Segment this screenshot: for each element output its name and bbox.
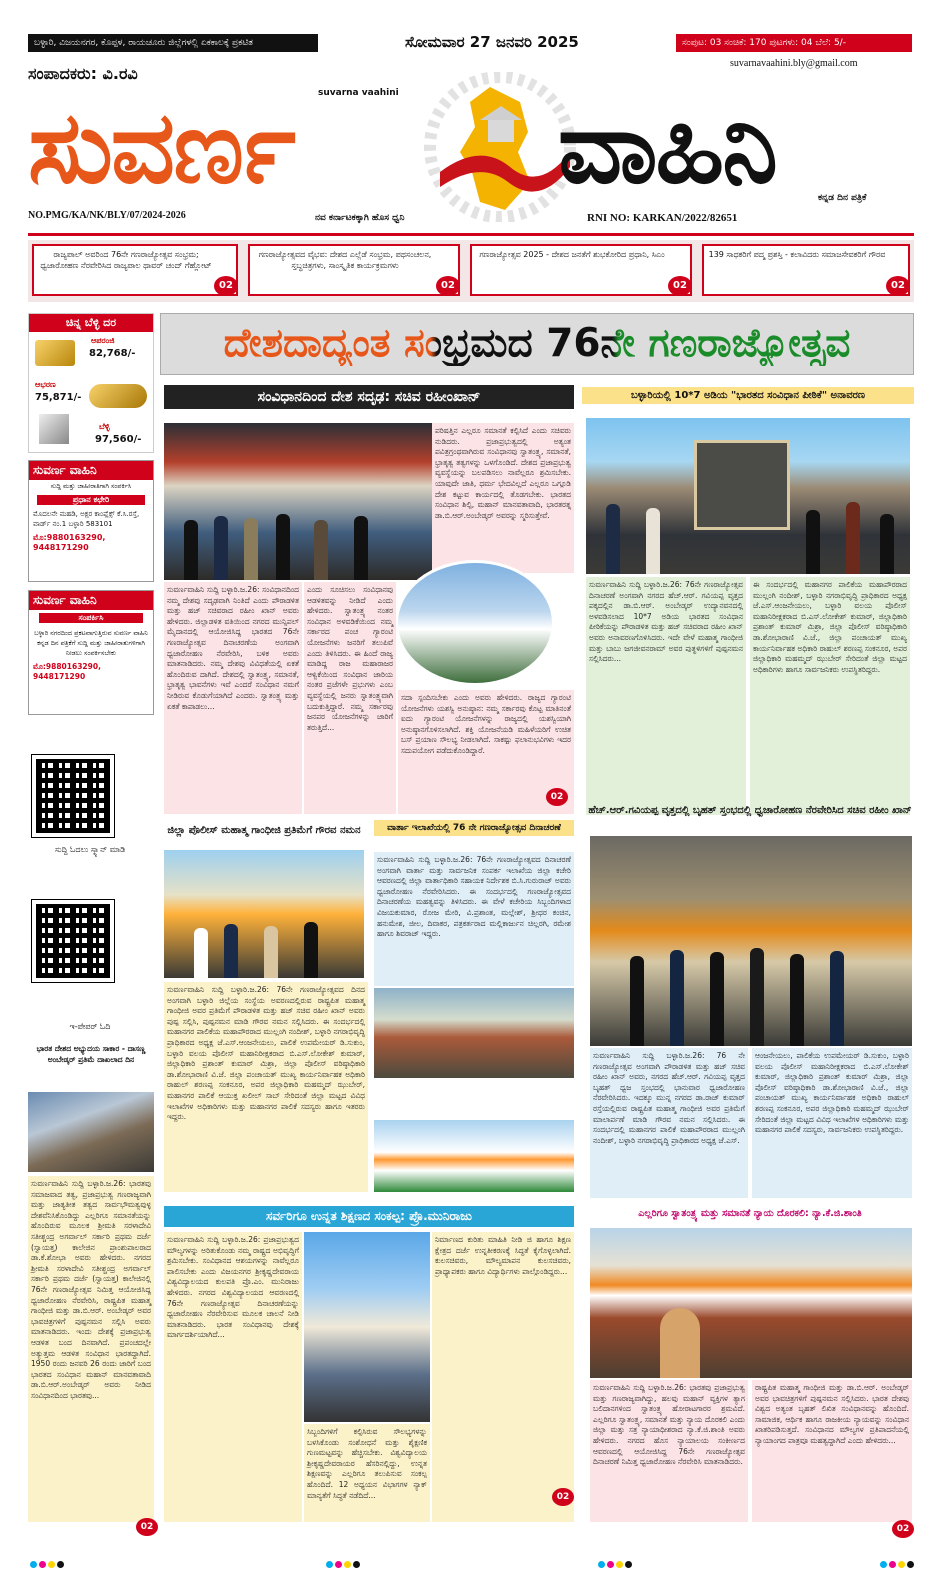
small-story-photo [28, 1092, 154, 1172]
story3-photo-gandhi [164, 850, 364, 978]
preamble-plaque [694, 440, 790, 530]
story5-headline[interactable]: ಹೆಚ್.ಆರ್.ಗವಿಯಪ್ಪ ವೃತ್ತದಲ್ಲಿ ಬೃಹತ್ ಸ್ತಂಭದಲ್ಲಿ ಧ್ವಜಾರೋಹಣ ನೆರವೇರಿಸಿದ ಸಚಿವ ರಹೀಂ ಖಾನ್ [588, 805, 912, 816]
teaser-2-text: ಗಣರಾಜ್ಯೋತ್ಸವದ ವೈಭವ: ದೇಶದ ಎಲ್ಲೆಡೆ ಸಂಭ್ರಮ, ಪಥಸಂಚಲನ, ಸ್ತಬ್ಧಚಿತ್ರಗಳು, ಸಾಂಸ್ಕೃತಿಕ ಕಾರ್ಯಕ್ರಮಗಳು [258, 250, 432, 270]
gold-rate-title: ಚಿನ್ನ ಬೆಳ್ಳಿ ದರ [29, 314, 153, 332]
ad1-office: ಪ್ರಧಾನ ಕಛೇರಿ [37, 495, 145, 505]
registration-marks-left [30, 1561, 64, 1568]
story7-col-left: ಸುವರ್ಣವಾಹಿನಿ ಸುದ್ದಿ ಬಳ್ಳಾರಿ.ಜ.26: ಭಾರತವು ಪ್ರಜಾಪ್ರಭುತ್ವ ಮತ್ತು ಗಣರಾಜ್ಯವಾಗಿದ್ದು, ಹಲವು ಮಹಾನ್ ವ್ಯಕ್ತಿಗಳ ತ್ಯಾಗ ಬಲಿದಾನಗಳಿಂದ ಸ್ವಾತಂತ್ರ್ಯ ಹೋರಾಟಗಾರರ ಶ್ರಮವಿದೆ. ಎಲ್ಲರಿಗೂ ಸ್ವಾತಂತ್ರ್ಯ, ಸಮಾನತೆ ಮತ್ತು ನ್ಯಾಯ ದೊರಕಲಿ ಎಂದು ಜಿಲ್ಲಾ ಮತ್ತು ಸತ್ರ ನ್ಯಾಯಾಧೀಶರಾದ ನ್ಯಾ.ಕೆ.ಜಿ.ಶಾಂತಿ ಅವರು ಹೇಳಿದರು. ನಗರದ ಹೊಸ ನ್ಯಾಯಾಲಯ ಸಂಕೀರ್ಣದ ಆವರಣದಲ್ಲಿ ಆಯೋಜಿಸಿದ್ದ 76ನೇ ಗಣರಾಜ್ಯೋತ್ಸವ ದಿನಾಚರಣೆ ನಿಮಿತ್ತ ಧ್ವಜಾರೋಹಣ ನೆರವೇರಿಸಿ ಮಾತನಾಡಿದರು. [590, 1380, 748, 1522]
story1-col-right: ಸದಾ ಸ್ಪಂದಿಸಬೇಕು ಎಂದು ಅವರು ಹೇಳಿದರು. ರಾಜ್ಯದ ಗ್ಯಾರಂಟಿ ಯೋಜನೆಗಳು ಯಶಸ್ವಿ ಅನುಷ್ಠಾನ: ನಮ್ಮ ಸರ್ಕಾರವು ಕೊಟ್ಟ ಮಾತಿನಂತೆ ಐದು ಗ್ಯಾರಂಟಿ ಯೋಜನೆಗಳನ್ನು ರಾಜ್ಯದಲ್ಲಿ ಯಶಸ್ವಿಯಾಗಿ ಅನುಷ್ಠಾನಗೊಳಿಸಲಾಗಿದೆ. ಶಕ್ತಿ ಯೋಜನೆಯಡಿ ಮಹಿಳೆಯರಿಗೆ ಉಚಿತ ಬಸ್ ಪ್ರಯಾಣ ಸೌಲಭ್ಯ ನೀಡಲಾಗಿದೆ. ಸಾಕಷ್ಟು ಫಲಾನುಭವಿಗಳು ಇದರ ಸದುಪಯೋಗ ಪಡೆದುಕೊಂಡಿದ್ದಾರೆ. [398, 690, 574, 814]
ad-box-2 [28, 590, 154, 715]
teaser-3[interactable] [470, 244, 692, 296]
distribution-strip [28, 34, 318, 52]
qr-code-epaper[interactable] [32, 900, 114, 982]
silver-bar-icon [39, 414, 69, 444]
story6-col-mid: ಸಿಬ್ಬಂದಿಗಳಿಗೆ ಕಲ್ಪಿಸಿರುವ ಸೌಲಭ್ಯಗಳನ್ನು ಬಳಸಿಕೊಂಡು ಸಂಶೋಧನೆ ಮತ್ತು ಶೈಕ್ಷಣಿಕ ಗುಣಮಟ್ಟವನ್ನು ಹೆಚ್ಚಿಸಬೇಕು. ವಿಶ್ವವಿದ್ಯಾಲಯ ಶ್ರೀಕೃಷ್ಣದೇವರಾಯರ ಹೆಸರಿನಲ್ಲಿದ್ದು, ಉನ್ನತ ಶಿಕ್ಷಣವನ್ನು ಎಲ್ಲರಿಗೂ ತಲುಪಿಸುವ ಸಂಕಲ್ಪ ಹೊಂದಿದೆ. 12 ಅಧ್ಯಯನ ವಿಭಾಗಗಳ ನ್ಯಾಕ್ ಮಾನ್ಯತೆಗೆ ಸಿದ್ಧತೆ ನಡೆದಿದೆ... [304, 1424, 430, 1522]
story5-col-left: ಸುವರ್ಣವಾಹಿನಿ ಸುದ್ದಿ ಬಳ್ಳಾರಿ.ಜ.26: 76 ನೇ ಗಣರಾಜ್ಯೋತ್ಸವ ಅಂಗವಾಗಿ ಪೌರಾಡಳಿತ ಮತ್ತು ಹಜ್ ಸಚಿವ ರಹೀಂ ಖಾನ್ ಅವರು, ನಗರದ ಹೆಚ್.ಆರ್. ಗವಿಯಪ್ಪ ವೃತ್ತದ ಬೃಹತ್ ಧ್ವಜ ಸ್ತಂಭದಲ್ಲಿ ಭಾನುವಾರ ಧ್ವಜಾರೋಹಣ ನೆರವೇರಿಸಿದರು. ಇದಕ್ಕೂ ಮುನ್ನ ನಗರದ ಡಾ.ರಾಜ್ ಕುಮಾರ್ ರಸ್ತೆಯಲ್ಲಿರುವ ರಾಷ್ಟ್ರಪಿತ ಮಹಾತ್ಮ ಗಾಂಧೀಜಿ ಅವರ ಪ್ರತಿಮೆಗೆ ಮಾಲಾರ್ಪಣೆ ಮಾಡಿ ಗೌರವ ನಮನ ಸಲ್ಲಿಸಿದರು. ಈ ಸಂದರ್ಭದಲ್ಲಿ ಮಹಾನಗರ ಪಾಲಿಕೆ ಮಹಾಪೌರರಾದ ಮುಲ್ಲಂಗಿ ನಂದೀಶ್, ಬಳ್ಳಾರಿ ನಗರಾಭಿವೃದ್ಧಿ ಪ್ರಾಧಿಕಾರದ ಅಧ್ಯಕ್ಷ ಜೆ.ಎಸ್. [590, 1048, 748, 1198]
gold-bar-icon [35, 340, 75, 366]
issue-info [676, 34, 912, 52]
story6-headline[interactable]: ಸರ್ವರಿಗೂ ಉನ್ನತ ಶಿಕ್ಷಣದ ಸಂಕಲ್ಪ: ಪ್ರೊ.ಮುನಿರಾಜು [164, 1206, 574, 1227]
masthead-right: ವಾಹಿನಿ [558, 88, 776, 206]
email: suvarnavaahini.bly@gmail.com [730, 58, 858, 69]
small-story-jump[interactable]: 02 [136, 1518, 158, 1536]
distribution-text: ಬಳ್ಳಾರಿ, ವಿಜಯನಗರ, ಕೊಪ್ಪಳ, ರಾಯಚೂರು ಜಿಲ್ಲೆಗಳಲ್ಲಿ ಏಕಕಾಲಕ್ಕೆ ಪ್ರಕಟಿತ [34, 38, 253, 48]
ad2-title: ಸುವರ್ಣ ವಾಹಿನಿ [29, 591, 153, 610]
ad1-subtitle: ಸುದ್ದಿ ಮತ್ತು ಜಾಹೀರಾತಿಗಾಗಿ ಸಂಪರ್ಕಿಸಿ [50, 482, 132, 490]
story1-photo-vehicle [395, 560, 555, 686]
story4-photo-flag [374, 1120, 574, 1192]
teaser-3-text: ಗಣರಾಜ್ಯೋತ್ಸವ 2025 - ದೇಶದ ಜನತೆಗೆ ಶುಭಕೋರಿದ ಪ್ರಧಾನಿ, ಸಿಎಂ [479, 250, 665, 259]
registration-marks-right [598, 1561, 632, 1568]
story7-photo-judge [590, 1228, 912, 1378]
story4-body: ಸುವರ್ಣವಾಹಿನಿ ಸುದ್ದಿ ಬಳ್ಳಾರಿ.ಜ.26: 76ನೇ ಗಣರಾಜ್ಯೋತ್ಸವದ ದಿನಾಚರಣೆ ಅಂಗವಾಗಿ ವಾರ್ತಾ ಮತ್ತು ಸಾರ್ವಜನಿಕ ಸಂಪರ್ಕ ಇಲಾಖೆಯ ಜಿಲ್ಲಾ ಕಚೇರಿ ಆವರಣದಲ್ಲಿ ಜಿಲ್ಲಾ ವಾರ್ತಾಧಿಕಾರಿ ಸಹಾಯಕ ನಿರ್ದೇಶಕ ಬಿ.ಸಿ.ಗುರುರಾಜ್ ಅವರು ಧ್ವಜಾರೋಹಣ ನೆರವೇರಿಸಿದರು. ಈ ಸಂದರ್ಭದಲ್ಲಿ ಗಣರಾಜ್ಯೋತ್ಸವದ ದಿನಾಚರಣೆಯ ಮಹತ್ವವನ್ನು ತಿಳಿಸಿದರು. ಈ ವೇಳೆ ಕಚೇರಿಯ ಸಿಬ್ಬಂದಿಗಳಾದ ವಿಜಯಕುಮಾರ, ರೋಜ ಮೇರಿ, ವಿ.ಪ್ರಶಾಂತ, ಮಲ್ಲೇಶ್, ಶ್ರೀಧರ ಕಂಚಿನ, ಹನುಮೇಶ, ಜೀಲ, ದಿವಾಕರ, ಪತ್ರಕರ್ತರಾದ ಮಲ್ಲಿಕಾರ್ಜುನ ಚಿಲ್ಲರಗಿ, ರಮೇಶ ಹಾಗೂ ಶಿವರಾಜ್ ಇದ್ದರು. [374, 852, 574, 986]
ad1-address: ಮೊದಲನೇ ಮಹಡಿ, ಅಕ್ಷರ ಕಾಂಪ್ಲೆಕ್ಸ್ ಕೆ.ಸಿ.ರಸ್ತೆ, ವಾರ್ಡ್ ನಂ.1 ಬಳ್ಳಾರಿ 583101 [33, 510, 140, 528]
qr2-caption: ಇ-ಪೇಪರ್ ಓದಿ [69, 1022, 111, 1031]
ad1-title: ಸುವರ್ಣ ವಾಹಿನಿ [29, 461, 153, 480]
registration-marks-mid [326, 1561, 360, 1568]
postal-reg-no: NO.PMG/KA/NK/BLY/07/2024-2026 [28, 210, 186, 221]
speaker-figure [660, 1308, 700, 1378]
story1-photo-ceremony [164, 423, 432, 580]
tagline-small: suvarna vaahini [318, 88, 399, 98]
ad2-contact: ಸಂಪರ್ಕಿಸಿ [39, 613, 143, 623]
teaser-3-page: 02 [668, 276, 692, 296]
small-story-headline: ಭಾರತ ದೇಶದ ಅಭ್ಯುದಯ ಸಾಕಾರ - ದಾಸಣ್ಣ ಅಂಬೇಡ್ಕರ್ ಪ್ರತಿಮೆ ದಾಖಲಾದ ದಿನ [36, 1044, 146, 1064]
teaser-1-text: ರಾಜ್ಯಪಾಲ್ ಅವರಿಂದ 76ನೇ ಗಣರಾಜ್ಯೋತ್ಸವ ಸಂಭ್ರಮ; ಧ್ವಜಾರೋಹಣ ನೆರವೇರಿಸಿದ ರಾಜ್ಯಪಾಲ ಥಾವರ್ ಚಂದ್ ಗೆಹ್ಲೋಟ್ [40, 250, 212, 270]
story1-jump[interactable]: 02 [546, 788, 568, 806]
daily-label: ಕನ್ನಡ ದಿನ ಪತ್ರಿಕೆ [818, 193, 867, 203]
teaser-2[interactable] [248, 244, 460, 296]
editor-name: ಸಂಪಾದಕರು: ವಿ.ರವಿ [28, 64, 138, 83]
story2-headline[interactable]: ಬಳ್ಳಾರಿಯಲ್ಲಿ 10*7 ಅಡಿಯ "ಭಾರತದ ಸಂವಿಧಾನ ಪೀಠಿಕೆ" ಅನಾವರಣ [582, 387, 914, 404]
gold22-label: ಆಭರಣ [35, 380, 56, 389]
teaser-2-page: 02 [436, 276, 460, 296]
silver-label: ಬೆಳ್ಳಿ [99, 422, 110, 431]
gold-bangle-icon [89, 384, 147, 408]
story2-col-right: ಈ ಸಂದರ್ಭದಲ್ಲಿ ಮಹಾನಗರ ಪಾಲಿಕೆಯ ಮಹಾಪೌರರಾದ ಮುಲ್ಲಂಗಿ ನಂದೀಶ್, ಬಳ್ಳಾರಿ ನಗರಾಭಿವೃದ್ಧಿ ಪ್ರಾಧಿಕಾರದ ಅಧ್ಯಕ್ಷ ಜೆ.ಎಸ್.ಆಂಜನೇಯಲು, ಬಳ್ಳಾರಿ ವಲಯ ಪೊಲೀಸ್ ಮಹಾನಿರೀಕ್ಷಕರಾದ ಬಿ.ಎಸ್.ಲೋಕೇಶ್ ಕುಮಾರ್, ಜಿಲ್ಲಾಧಿಕಾರಿ ಪ್ರಶಾಂತ್ ಕುಮಾರ್ ಮಿಶ್ರಾ, ಜಿಲ್ಲಾ ಪೊಲೀಸ್ ವರಿಷ್ಠಾಧಿಕಾರಿ ಡಾ.ಶೋಭಾರಾಣಿ ವಿ.ಜೆ., ಜಿಲ್ಲಾ ಪಂಚಾಯತ್ ಮುಖ್ಯ ಕಾರ್ಯನಿರ್ವಾಹಕ ಅಧಿಕಾರಿ ರಾಹುಲ್ ಶರಣಪ್ಪ ಸಂಕನೂರ, ಅಪರ ಜಿಲ್ಲಾಧಿಕಾರಿ ಮಹಮ್ಮದ್ ಝುಬೇರ್ ಸೇರಿದಂತೆ ಜಿಲ್ಲಾ ಮಟ್ಟದ ಅಧಿಕಾರಿಗಳು ಹಾಗೂ ಸಾರ್ವಜನಿಕರು ಉಪಸ್ಥಿತರಿದ್ದರು. [750, 577, 910, 815]
story6-col-left: ಸುವರ್ಣವಾಹಿನಿ ಸುದ್ದಿ ಬಳ್ಳಾರಿ.ಜ.26: ಪ್ರಜಾಪ್ರಭುತ್ವದ ಮೌಲ್ಯಗಳನ್ನು ಅರಿತುಕೊಂಡು ನಮ್ಮ ರಾಷ್ಟ್ರದ ಅಭಿವೃದ್ಧಿಗೆ ಶ್ರಮಿಸಬೇಕು. ಸಂವಿಧಾನದ ಆಶಯಗಳನ್ನು ನಾವೆಲ್ಲರೂ ಪಾಲಿಸಬೇಕು ಎಂದು ವಿಜಯನಗರ ಶ್ರೀಕೃಷ್ಣದೇವರಾಯ ವಿಶ್ವವಿದ್ಯಾಲಯದ ಕುಲಪತಿ ಪ್ರೊ.ಎಂ. ಮುನಿರಾಜು ಹೇಳಿದರು. ನಗರದ ವಿಶ್ವವಿದ್ಯಾಲಯದ ಆವರಣದಲ್ಲಿ 76ನೇ ಗಣರಾಜ್ಯೋತ್ಸವ ದಿನಾಚರಣೆಯನ್ನು ಧ್ವಜಾರೋಹಣ ನೆರವೇರಿಸುವ ಮೂಲಕ ಚಾಲನೆ ನೀಡಿ ಮಾತನಾಡಿದರು. ಭಾರತ ಸಂವಿಧಾನವು ದೇಶಕ್ಕೆ ಮಾರ್ಗದರ್ಶಿಯಾಗಿದೆ... [164, 1232, 302, 1522]
issue-date: ಸೋಮವಾರ 27 ಜನವರಿ 2025 [405, 33, 579, 51]
story4-headline[interactable]: ವಾರ್ತಾ ಇಲಾಖೆಯಲ್ಲಿ 76 ನೇ ಗಣರಾಜ್ಯೋತ್ಸವ ದಿನಾಚರಣೆ [374, 820, 574, 836]
silver-price: 97,560/- [95, 434, 142, 445]
teaser-4[interactable] [702, 244, 910, 296]
rni-number: RNI NO: KARKAN/2022/82651 [587, 212, 738, 224]
banner-text: ದೇಶದಾದ್ಯಂತ ಸಂಭ್ರಮದ 76ನೇ ಗಣರಾಜ್ಯೋತ್ಸವ [223, 321, 851, 366]
masthead-rule [28, 233, 914, 236]
story3-headline[interactable]: ಜಿಲ್ಲಾ ಪೊಲೀಸ್ ಮಹಾತ್ಮ ಗಾಂಧೀಜಿ ಪ್ರತಿಮೆಗೆ ಗೌರವ ನಮನ [164, 823, 364, 838]
story2-col-left: ಸುವರ್ಣವಾಹಿನಿ ಸುದ್ದಿ ಬಳ್ಳಾರಿ.ಜ.26: 76ನೇ ಗಣರಾಜ್ಯೋತ್ಸವ ದಿನಾಚರಣೆ ಅಂಗವಾಗಿ ನಗರದ ಹೆಚ್.ಆರ್. ಗವಿಯಪ್ಪ ವೃತ್ತದ ಪಕ್ಕದಲ್ಲಿನ ಡಾ.ಬಿ.ಆರ್. ಅಂಬೇಡ್ಕರ್ ಉದ್ಯಾನವನದಲ್ಲಿ ಅಳವಡಿಸಲಾದ 10*7 ಅಡಿಯ ಭಾರತದ ಸಂವಿಧಾನ ಪೀಠಿಕೆಯನ್ನು ಪೌರಾಡಳಿತ ಮತ್ತು ಹಜ್ ಸಚಿವರಾದ ರಹೀಂ ಖಾನ್ ಅವರು ಅನಾವರಣಗೊಳಿಸಿದರು. ಇದೇ ವೇಳೆ ಮಹಾತ್ಮ ಗಾಂಧೀಜಿ ಮತ್ತು ಬಾಬು ಜಗಜೀವನರಾಮ್ ಅವರ ಪುತ್ಥಳಿಗಳಿಗೆ ಪುಷ್ಪನಮನ ಸಲ್ಲಿಸಿದರು... [586, 577, 746, 815]
teaser-4-text: 139 ಸಾಧಕರಿಗೆ ಪದ್ಮ ಪ್ರಶಸ್ತಿ - ಕಲಾವಿದರು ಸಮಾಜಸೇವಕರಿಗೆ ಗೌರವ [708, 250, 886, 259]
story4-photo-office [374, 988, 574, 1078]
story3-body: ಸುವರ್ಣವಾಹಿನಿ ಸುದ್ದಿ ಬಳ್ಳಾರಿ.ಜ.26: 76ನೇ ಗಣರಾಜ್ಯೋತ್ಸವದ ದಿನದ ಅಂಗವಾಗಿ ಬಳ್ಳಾರಿ ಜಿಲ್ಲೆಯ ಸಂಸ್ಥೆಯ ಅವರಣದಲ್ಲಿರುವ ರಾಷ್ಟ್ರಪಿತ ಮಹಾತ್ಮ ಗಾಂಧೀಜಿ ಅವರ ಪ್ರತಿಮೆಗೆ ಪೌರಾಡಳಿತ ಮತ್ತು ಹಜ್ ಸಚಿವ ರಹೀಂ ಖಾನ್ ಅವರು ಪುಷ್ಪ ಸಲ್ಲಿಸಿ, ಪುಷ್ಪನಮನ ಮಾಡಿ ಗೌರವ ನಮನ ಸಲ್ಲಿಸಿದರು. ಈ ಸಂದರ್ಭದಲ್ಲಿ ಮಹಾನಗರ ಪಾಲಿಕೆಯ ಮಹಾಪೌರರಾದ ಮುಲ್ಲಂಗಿ ನಂದೀಶ್, ಬಳ್ಳಾರಿ ನಗರಾಭಿವೃದ್ಧಿ ಪ್ರಾಧಿಕಾರದ ಅಧ್ಯಕ್ಷ ಜೆ.ಎಸ್.ಆಂಜನೇಯಲು, ಪಾಲಿಕೆ ಉಪಮೇಯರ್ ಡಿ.ಸುಕುಂ, ಬಳ್ಳಾರಿ ವಲಯ ಪೊಲೀಸ್ ಮಹಾನಿರೀಕ್ಷಕರಾದ ಬಿ.ಎಸ್.ಲೋಕೇಶ್ ಕುಮಾರ್, ಜಿಲ್ಲಾಧಿಕಾರಿ ಪ್ರಶಾಂತ್ ಕುಮಾರ್ ಮಿಶ್ರಾ, ಜಿಲ್ಲಾ ಪೊಲೀಸ್ ವರಿಷ್ಠಾಧಿಕಾರಿ ಡಾ.ಶೋಭಾರಾಣಿ ವಿ.ಜೆ. ಜಿಲ್ಲಾ ಪಂಚಾಯತ್ ಮುಖ್ಯ ಕಾರ್ಯನಿರ್ವಾಹಕ ಅಧಿಕಾರಿ ರಾಹುಲ್ ಶರಣಪ್ಪ ಸಂಕನೂರ, ಅಪರ ಜಿಲ್ಲಾಧಿಕಾರಿ ಮಹಮ್ಮದ್ ಝುಬೇರ್, ಮಹಾನಗರ ಪಾಲಿಕೆ ಆಯುಕ್ತ ಖಲೀಲ್ ಸಾಬ್ ಸೇರಿದಂತೆ ಜಿಲ್ಲಾ ಮಟ್ಟದ ವಿವಿಧ ಇಲಾಖೆಗಳ ಅಧಿಕಾರಿಗಳು ಮತ್ತು ಮಹಾನಗರ ಪಾಲಿಕೆ ಸದಸ್ಯರು ಹಾಗೂ ಇತರರು ಇದ್ದರು. [164, 982, 368, 1192]
story1-text-top: ಪರಿಷತ್ತಿನ ಎಲ್ಲರೂ ಸಮಾನತೆ ಕಲ್ಪಿಸಿದೆ ಎಂದು ಸಚಿವರು ನುಡಿದರು. ಪ್ರಜಾಪ್ರಭುತ್ವದಲ್ಲಿ ಅತ್ಯಂತ ಪವಿತ್ರಗ್ರಂಥವಾಗಿರುವ ಸಂವಿಧಾನವು ಸ್ವಾತಂತ್ರ್ಯ, ಸಮಾನತೆ, ಭ್ರಾತೃತ್ವ ತತ್ವಗಳನ್ನು ಒಳಗೊಂಡಿದೆ. ದೇಶದ ಪ್ರಜಾಪ್ರಭುತ್ವ ವ್ಯವಸ್ಥೆಯನ್ನು ಬಲಪಡಿಸಲು ನಾವೆಲ್ಲರೂ ಶ್ರಮಿಸಬೇಕು. ಯಾವುದೇ ಜಾತಿ, ಧರ್ಮ ಭೇದವಿಲ್ಲದೆ ಎಲ್ಲರೂ ಒಗ್ಗೂಡಿ ದೇಶ ಕಟ್ಟುವ ಕಾರ್ಯದಲ್ಲಿ ತೊಡಗಬೇಕು. ಭಾರತದ ಸಂವಿಧಾನ ಶಿಲ್ಪಿ, ಮಹಾನ್ ಮಾನವತಾವಾದಿ, ಭಾರತರತ್ನ ಡಾ.ಬಿ.ಆರ್.ಅಂಬೇಡ್ಕರ್ ಅವರನ್ನು ಸ್ಮರಿಸುತ್ತೇವೆ. [432, 423, 574, 573]
story5-photo-flag-pole [590, 836, 912, 1046]
story6-col-right: ನಿರ್ಮಾಣದ ಕುರಿತು ಮಾಹಿತಿ ನೀಡಿ ಜಿ ಹಾಗೂ ಶಿಕ್ಷಣ ಕ್ಷೇತ್ರದ ದರ್ಜೆ ಉನ್ನತೀಕರಣಕ್ಕೆ ಸಿದ್ಧತೆ ಕೈಗೊಳ್ಳಲಾಗಿದೆ. ಕುಲಸಚಿವರು, ಮೌಲ್ಯಮಾಪನ ಕುಲಸಚಿವರು, ಪ್ರಾಧ್ಯಾಪಕರು ಹಾಗೂ ವಿದ್ಯಾರ್ಥಿಗಳು ಪಾಲ್ಗೊಂಡಿದ್ದರು... [432, 1232, 574, 1522]
ad2-text: ಬಳ್ಳಾರಿ ನಗರದಿಂದ ಪ್ರಕಟವಾಗುತ್ತಿರುವ ಸುವರ್ಣ ವಾಹಿನಿ ಕನ್ನಡ ದಿನ ಪತ್ರಿಕೆಗೆ ಸುದ್ದಿ ಮತ್ತು ಜಾಹೀರಾತುಗಳಿಗಾಗಿ ನೀಡಲು ಸಂಪರ್ಕಿಸಬೇಕು [34, 629, 148, 657]
small-story-body: ಸುವರ್ಣವಾಹಿನಿ ಸುದ್ದಿ ಬಳ್ಳಾರಿ.ಜ.26: ಭಾರತವು ಸಮಾಜವಾದ ತತ್ವ, ಪ್ರಜಾಪ್ರಭುತ್ವ ಗಣರಾಜ್ಯವಾಗಿ ಮತ್ತು ಜಾತ್ಯತೀತ ತತ್ವದ ಸಾರ್ವಭೌಮತ್ವವುಳ್ಳ ದೇಶವೆನಿಸಿಕೊಂಡಿದ್ದು ಎಲ್ಲರಿಗೂ ಸಮಾನತೆಯನ್ನು ಹೊಂದಿರುವ ಮೂಲಕ ಶ್ರೀಮತಿ ಸರಳಾದೇವಿ ಸತೀಶ್ಚಂದ್ರ ಅಗರ್ವಾಲ್ ಸರ್ಕಾರಿ ಪ್ರಥಮ ದರ್ಜೆ (ಸ್ವಾಯತ್ತ) ಕಾಲೇಜಿನ ಪ್ರಾಂಶುಪಾಲರಾದ ಡಾ.ಕೆ.ಶೋಭಾ ಅವರು ಹೇಳಿದರು. ನಗರದ ಶ್ರೀಮತಿ ಸರಳಾದೇವಿ ಸತೀಶ್ಚಂದ್ರ ಅಗರ್ವಾಲ್ ಸರ್ಕಾರಿ ಪ್ರಥಮ ದರ್ಜೆ (ಸ್ವಾಯತ್ತ) ಕಾಲೇಜಿನಲ್ಲಿ 76ನೇ ಗಣರಾಜ್ಯೋತ್ಸವ ನಿಮಿತ್ತ ಆಯೋಜಿಸಿದ್ದ ಧ್ವಜಾರೋಹಣ ನೆರವೇರಿಸಿ, ರಾಷ್ಟ್ರಪಿತ ಮಹಾತ್ಮ ಗಾಂಧೀಜಿ ಮತ್ತು ಡಾ.ಬಿ.ಆರ್. ಅಂಬೇಡ್ಕರ್ ಅವರ ಭಾವಚಿತ್ರಗಳಿಗೆ ಪುಷ್ಪನಮನ ಸಲ್ಲಿಸಿ ಅವರು ಮಾತನಾಡಿದರು. ಇಂದು ದೇಶಕ್ಕೆ ಪ್ರಜಾಪ್ರಭುತ್ವ ಆಡಳಿತ ಬಂದ ದಿನವಾಗಿದೆ. ಪ್ರಪಂಚದಲ್ಲೇ ಅತ್ಯುತ್ತಮ ಆಡಳಿತ ಸಂವಿಧಾನ ಭಾರತದ್ದಾಗಿದೆ. 1950 ರಂದು ಜನವರಿ 26 ರಂದು ಜಾರಿಗೆ ಬಂದ ಭಾರತದ ಸಂವಿಧಾನ ಮಹಾನ್ ಮಾನವತಾವಾದಿ ಡಾ.ಬಿ.ಆರ್.ಅಂಬೇಡ್ಕರ್ ಅವರು ನೀಡಿದ ಸಂವಿಧಾನದಿಂದ ಭಾರತವು... [28, 1176, 154, 1522]
karnataka-map-logo [420, 72, 580, 222]
story7-jump[interactable]: 02 [892, 1520, 914, 1538]
gold-price: 82,768/- [89, 348, 136, 359]
story6-jump[interactable]: 02 [552, 1488, 574, 1506]
story7-col-right: ರಾಷ್ಟ್ರಪಿತ ಮಹಾತ್ಮ ಗಾಂಧೀಜಿ ಮತ್ತು ಡಾ.ಬಿ.ಆರ್. ಅಂಬೇಡ್ಕರ್ ಅವರ ಭಾವಚಿತ್ರಗಳಿಗೆ ಪುಷ್ಪನಮನ ಸಲ್ಲಿಸಿದರು. ಭಾರತ ದೇಶವು ವಿಶ್ವದ ಅತ್ಯಂತ ಬೃಹತ್ ಲಿಖಿತ ಸಂವಿಧಾನವನ್ನು ಹೊಂದಿದೆ. ಸಾಮಾಜಿಕ, ಆರ್ಥಿಕ ಹಾಗೂ ರಾಜಕೀಯ ನ್ಯಾಯವನ್ನು ಸಂವಿಧಾನ ಖಾತರಿಪಡಿಸುತ್ತದೆ. ಸಂವಿಧಾನದ ಮೌಲ್ಯಗಳ ಪ್ರತಿಪಾದನೆಯಲ್ಲಿ ನ್ಯಾಯಾಂಗದ ಪಾತ್ರವೂ ಮಹತ್ವದ್ದಾಗಿದೆ ಎಂದು ಹೇಳಿದರು... [752, 1380, 912, 1522]
issue-info-text: ಸಂಪುಟ: 03 ಸಂಚಿಕೆ: 170 ಪುಟಗಳು: 04 ಬೆಲೆ: 5/- [682, 38, 846, 48]
story7-headline[interactable]: ಎಲ್ಲರಿಗೂ ಸ್ವಾತಂತ್ರ್ಯ ಮತ್ತು ಸಮಾನತೆ ನ್ಯಾಯ ದೊರಕಲಿ: ನ್ಯಾ.ಕೆ.ಜಿ.ಶಾಂತಿ [638, 1208, 862, 1219]
gold22-price: 75,871/- [35, 392, 82, 403]
qr1-caption: ಸುದ್ದಿ ಓದಲು ಸ್ಕ್ಯಾನ್ ಮಾಡಿ [54, 845, 126, 854]
gold-label: ಆಪರಂಜಿ [91, 336, 115, 345]
gold-rate-box [28, 313, 154, 453]
story5-col-right: ಆಂಜನೇಯಲು, ಪಾಲಿಕೆಯ ಉಪಮೇಯರ್ ಡಿ.ಸುಕುಂ, ಬಳ್ಳಾರಿ ವಲಯ ಪೊಲೀಸ್ ಮಹಾನಿರೀಕ್ಷಕರಾದ ಬಿ.ಎಸ್.ಲೋಕೇಶ್ ಕುಮಾರ್, ಜಿಲ್ಲಾಧಿಕಾರಿ ಪ್ರಶಾಂತ್ ಕುಮಾರ್ ಮಿಶ್ರಾ, ಜಿಲ್ಲಾ ಪೊಲೀಸ್ ವರಿಷ್ಠಾಧಿಕಾರಿ ಡಾ.ಶೋಭಾರಾಣಿ ವಿ.ಜೆ., ಜಿಲ್ಲಾ ಪಂಚಾಯತ್ ಮುಖ್ಯ ಕಾರ್ಯನಿರ್ವಾಹಕ ಅಧಿಕಾರಿ ರಾಹುಲ್ ಶರಣಪ್ಪ ಸಂಕನೂರ, ಅಪರ ಜಿಲ್ಲಾಧಿಕಾರಿ ಮಹಮ್ಮದ್ ಝುಬೇರ್ ಸೇರಿದಂತೆ ಜಿಲ್ಲಾ ಮಟ್ಟದ ವಿವಿಧ ಇಲಾಖೆಗಳ ಅಧಿಕಾರಿಗಳು ಮತ್ತು ಮಹಾನಗರ ಪಾಲಿಕೆ ಸದಸ್ಯರು, ಸಾರ್ವಜನಿಕರು ಉಪಸ್ಥಿತರಿದ್ದರು. [752, 1048, 912, 1198]
ad1-phone: ಮೊ:9880163290, 9448171290 [33, 533, 106, 552]
teaser-1[interactable] [32, 244, 238, 296]
ad-box-1 [28, 460, 154, 582]
registration-marks-far [880, 1561, 914, 1568]
slogan: ನವ ಕರ್ನಾಟಕಕ್ಕಾಗಿ ಹೊಸ ಧ್ವನಿ [315, 213, 405, 223]
story1-col-left: ಸುವರ್ಣವಾಹಿನಿ ಸುದ್ದಿ ಬಳ್ಳಾರಿ.ಜ.26: ಸಂವಿಧಾನದಿಂದ ನಮ್ಮ ದೇಶವು ಸದೃಢವಾಗಿ ನಿಂತಿದೆ ಎಂದು ಪೌರಾಡಳಿತ ಮತ್ತು ಹಜ್ ಸಚಿವರಾದ ರಹೀಂ ಖಾನ್ ಅವರು ಹೇಳಿದರು. ಜಿಲ್ಲಾಡಳಿತ ವತಿಯಿಂದ ನಗರದ ಮುನ್ಸಿಪಲ್ ಮೈದಾನದಲ್ಲಿ ಆಯೋಜಿಸಿದ್ದ ಭಾರತದ 76ನೇ ಗಣರಾಜ್ಯೋತ್ಸವ ದಿನಾಚರಣೆಯ ಅಂಗವಾಗಿ ಧ್ವಜಾರೋಹಣ ನೆರವೇರಿಸಿ, ಬಳಿಕ ಅವರು ಮಾತನಾಡಿದರು. ನಮ್ಮ ದೇಶವು ವಿವಿಧತೆಯಲ್ಲಿ ಏಕತೆ ಹೊಂದಿರುವ ದಾಗಿದೆ. ದೇಶದಲ್ಲಿ ಸ್ವಾತಂತ್ರ್ಯ, ಸಮಾನತೆ, ಭ್ರಾತೃತ್ವ ಭಾವನೆಗಳು ಇವೆ ಎಂದರೆ ಸಂವಿಧಾನ ನಮಗೆ ನೀಡಿರುವ ಕೊಡುಗೆಯಾಗಿದೆ ಎಂದರು. ಸ್ವಾತಂತ್ರ್ಯ ಮತ್ತು ಏಕತೆ ಕಾಪಾಡಲು... [164, 582, 302, 814]
story2-photo-preamble [586, 418, 910, 574]
masthead-left: ಸುವರ್ಣ [28, 88, 294, 206]
teaser-1-page: 02 [214, 276, 238, 296]
main-banner [160, 313, 914, 375]
teaser-4-page: 02 [886, 276, 910, 296]
story6-photo-university [304, 1232, 430, 1422]
ad2-phone: ಮೊ:9880163290, 9448171290 [33, 662, 101, 681]
story1-col-mid: ಎಂದು ಸೂಚಿಸಲು ಸಂವಿಧಾನವು ಆಡಳಿತವನ್ನು ನೀಡಿದೆ ಎಂದು ಹೇಳಿದರು. ಸ್ವಾತಂತ್ರ್ಯ ನಂತರ ಸಂವಿಧಾನ ಅಳವಡಿಕೆಯಿಂದ ನಮ್ಮ ಸರ್ಕಾರದ ಪಂಚ ಗ್ಯಾರಂಟಿ ಯೋಜನೆಗಳು ಜನರಿಗೆ ತಲುಪಿವೆ ಎಂದು ತಿಳಿಸಿದರು. ಈ ಹಿಂದೆ ರಾಜ್ಯ ಮಾಡಿದ್ದ ರಾಜ ಮಹಾರಾಜರ ಆಳ್ವಿಕೆಯಿಂದ ಸಂವಿಧಾನ ಜಾರಿಯ ನಂತರ ಪ್ರಜೆಗಳೇ ಪ್ರಭುಗಳು ಎಂಬ ವ್ಯವಸ್ಥೆಯಲ್ಲಿ ಜನರು ಸ್ವಾತಂತ್ರ್ಯವಾಗಿ ಬದುಕುತ್ತಿದ್ದಾರೆ. ನಮ್ಮ ಸರ್ಕಾರವು ಜನಪರ ಯೋಜನೆಗಳನ್ನು ಜಾರಿಗೆ ತರುತ್ತಿದೆ... [304, 582, 396, 814]
story1-headline[interactable]: ಸಂವಿಧಾನದಿಂದ ದೇಶ ಸದೃಢ: ಸಚಿವ ರಹೀಂಖಾನ್ [164, 385, 574, 409]
qr-code-news[interactable] [32, 755, 114, 837]
